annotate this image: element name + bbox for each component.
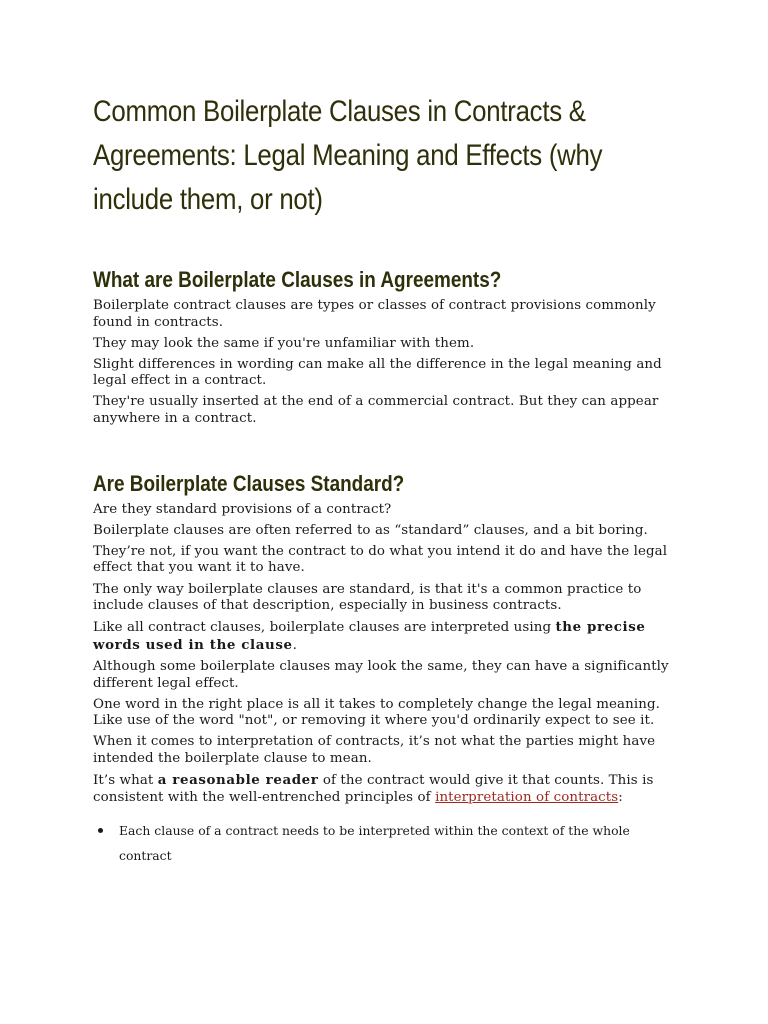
paragraph: They may look the same if you're unfamiliar with them. xyxy=(93,335,475,351)
paragraph: They're usually inserted at the end of a commercial contract. But they can appear anywhere in a contract. xyxy=(93,394,659,427)
list-item-text: Each clause of a contract needs to be interpreted within the context of the whole contract xyxy=(119,823,630,864)
paragraph: One word in the right place is all it takes to completely change the legal meaning. Like use of the word "not", or removing it where you'd ordinarily expect to see it. xyxy=(93,696,660,729)
paragraph: When it comes to interpretation of contracts, it’s not what the parties might have intended the boilerplate clause to mean. xyxy=(93,734,656,766)
paragraph-reasonable-reader xyxy=(93,772,683,806)
paragraph: Boilerplate contract clauses are types or classes of contract provisions commonly found in contracts. xyxy=(93,298,656,330)
paragraph: Boilerplate clauses are often referred to as “standard” clauses, and a bit boring. xyxy=(93,522,648,538)
bold-phrase-precise-words: the precise words used in the clause xyxy=(93,619,646,653)
paragraph: The only way boilerplate clauses are standard, is that it's a common practice to include clauses of that description, especially in business contracts. xyxy=(93,581,642,614)
text-run: : xyxy=(618,789,623,805)
paragraph: Although some boilerplate clauses may look the same, they can have a significantly different legal effect. xyxy=(93,658,669,691)
text-run: It’s what xyxy=(93,772,158,788)
paragraph: They’re not, if you want the contract to do what you intend it do and have the legal effect that you want it to have. xyxy=(93,543,668,576)
document-title: Common Boilerplate Clauses in Contracts & Agreements: Legal Meaning and Effects (why include them, or not) xyxy=(93,95,603,216)
paragraph-precise-words xyxy=(93,619,683,654)
section-heading-are-boilerplate-standard: Are Boilerplate Clauses Standard? xyxy=(93,470,405,496)
bullet-list xyxy=(93,818,683,868)
interpretation-of-contracts-link[interactable]: interpretation of contracts xyxy=(435,789,619,805)
bold-phrase-reasonable-reader: a reasonable reader xyxy=(157,771,319,788)
text-run: Like all contract clauses, boilerplate clauses are interpreted using xyxy=(93,620,556,636)
document-page xyxy=(93,90,683,868)
text-run: . xyxy=(292,637,297,653)
section-heading-what-are-boilerplate: What are Boilerplate Clauses in Agreements? xyxy=(93,267,502,292)
paragraph: Are they standard provisions of a contract? xyxy=(93,501,392,517)
list-item xyxy=(93,818,683,868)
paragraph: Slight differences in wording can make all the difference in the legal meaning and legal effect in a contract. xyxy=(93,356,662,389)
bullet-dot-icon xyxy=(98,828,103,833)
text-run: of the contract would give it that counts. This is consistent with the well-entrenched principles of xyxy=(93,772,654,805)
